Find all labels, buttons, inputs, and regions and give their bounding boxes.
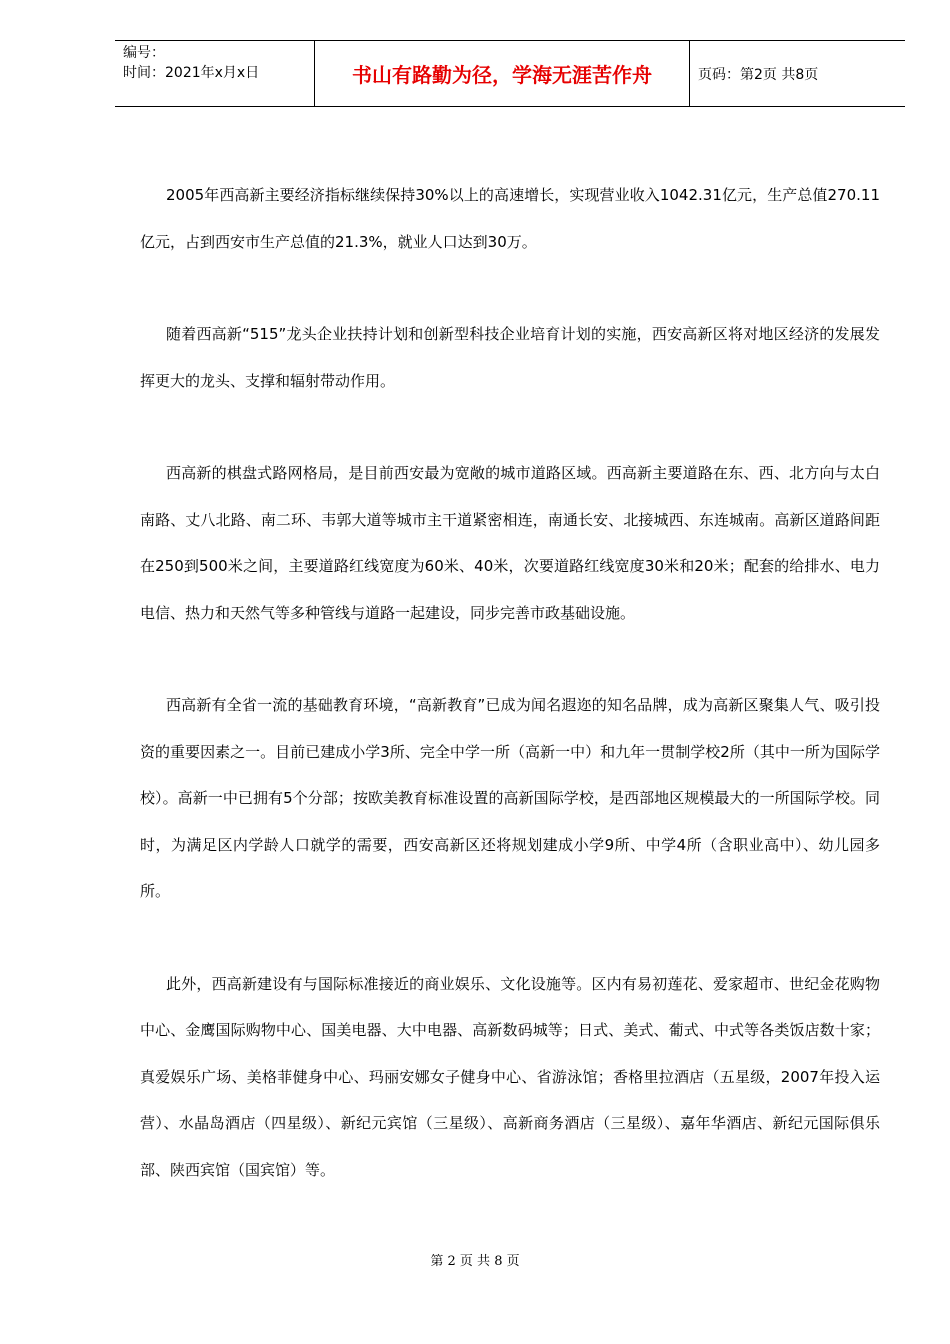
header-motto: 书山有路勤为径，学海无涯苦作舟 [352,63,652,87]
paragraph-commerce: 此外，西高新建设有与国际标准接近的商业娱乐、文化设施等。区内有易初莲花、爱家超市、世纪金花购物中心、金鹰国际购物中心、国美电器、大中电器、高新数码城等；日式、美式、葡式、中式等各类饭店数十家；真爱娱乐广场、美格菲健身中心、玛丽安娜女子健身中心、省游泳馆；香格里拉酒店（五星级，2007年投入运营）、水晶岛酒店（四星级）、新纪元宾馆（三星级）、高新商务酒店（三星级）、嘉年华酒店、新纪元国际俱乐部、陕西宾馆（国宾馆）等。 [140,974,880,1179]
header-motto-cell [315,41,690,106]
header-page-cell [690,41,905,106]
paragraph-515-plan: 随着西高新“515”龙头企业扶持计划和创新型科技企业培育计划的实施，西安高新区将对地区经济的发展发挥更大的龙头、支撑和辐射带动作用。 [140,325,880,390]
page-header [115,40,905,107]
footer-page-number: 第 2 页 共 8 页 [430,1254,520,1269]
time-label: 时间：2021年x月x日 [123,65,260,81]
header-page-label: 页码：第2页 共8页 [698,66,819,83]
paragraph-education: 西高新有全省一流的基础教育环境，“高新教育”已成为闻名遐迩的知名品牌，成为高新区聚集人气、吸引投资的重要因素之一。目前已建成小学3所、完全中学一所（高新一中）和九年一贯制学校2所（其中一所为国际学校）。高新一中已拥有5个分部；按欧美教育标准设置的高新国际学校，是西部地区规模最大的一所国际学校。同时，为满足区内学龄人口就学的需要，西安高新区还将规划建成小学9所、中学4所（含职业高中）、幼儿园多所。 [140,696,880,900]
paragraph-economy: 2005年西高新主要经济指标继续保持30%以上的高速增长，实现营业收入1042.31亿元，生产总值270.11亿元，占到西安市生产总值的21.3%，就业人口达到30万。 [140,186,880,251]
number-label: 编号： [123,45,165,61]
header-meta [115,41,315,106]
document-body [140,172,880,1239]
paragraph-roads: 西高新的棋盘式路网格局，是目前西安最为宽敞的城市道路区域。西高新主要道路在东、西、北方向与太白南路、丈八北路、南二环、韦郭大道等城市主干道紧密相连，南通长安、北接城西、东连城南。高新区道路间距在250到500米之间，主要道路红线宽度为60米、40米，次要道路红线宽度30米和20米；配套的给排水、电力电信、热力和天然气等多种管线与道路一起建设，同步完善市政基础设施。 [140,464,880,622]
